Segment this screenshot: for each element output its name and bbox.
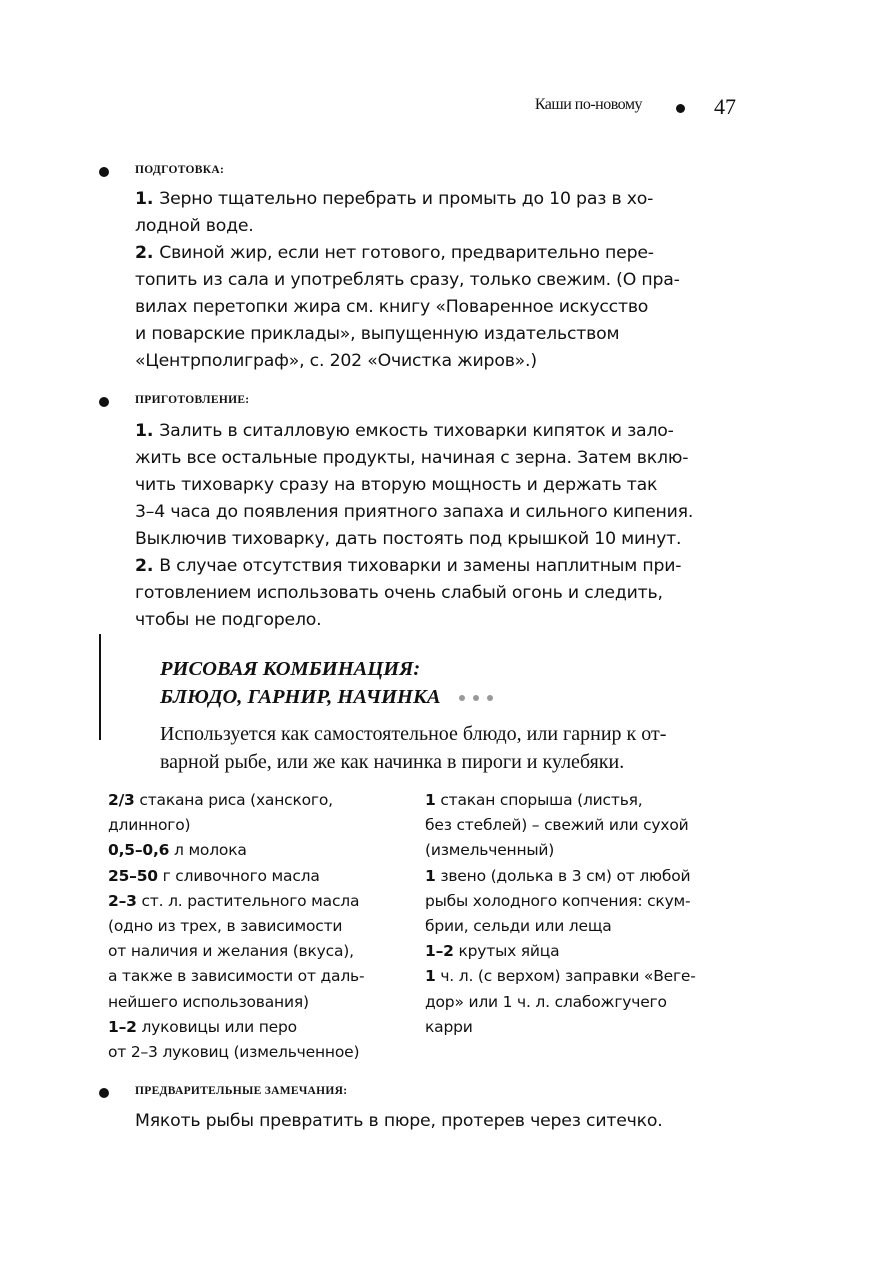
intro-line: варной рыбе, или же как начинка в пироги и кулебяки. xyxy=(160,751,625,773)
text-line xyxy=(108,990,364,1015)
intro-line: Используется как самостоятельное блюдо, или гарнир к от- xyxy=(160,723,667,745)
line-text: нейшего использования) xyxy=(108,992,309,1011)
text-line xyxy=(108,964,364,989)
line-text: брии, сельди или леща xyxy=(425,917,612,936)
notes-label: ПРЕДВАРИТЕЛЬНЫЕ ЗАМЕЧАНИЯ: xyxy=(135,1085,348,1097)
text-line xyxy=(108,1040,364,1065)
bullet-icon xyxy=(99,167,109,177)
text-line xyxy=(135,213,680,240)
text-line xyxy=(135,553,693,580)
line-text: без стеблей) – свежий или сухой xyxy=(425,816,689,835)
line-text: чтобы не подгорело. xyxy=(135,610,322,630)
line-text: от наличия и желания (вкуса), xyxy=(108,942,354,961)
text-line xyxy=(135,240,680,267)
header-bullet-icon xyxy=(676,104,685,113)
text-line xyxy=(425,964,696,989)
recipe-title-line: РИСОВАЯ КОМБИНАЦИЯ: xyxy=(160,658,421,680)
page-number: 47 xyxy=(714,94,736,119)
text-line xyxy=(425,813,696,838)
line-text: жить все остальные продукты, начиная с зерна. Затем вклю- xyxy=(135,448,689,468)
line-text: длинного) xyxy=(108,816,191,835)
preparation-label: ПОДГОТОВКА: xyxy=(135,164,225,176)
bullet-icon xyxy=(99,397,109,407)
line-text: Зерно тщательно перебрать и промыть до 10 раз в хо- xyxy=(159,189,654,209)
text-line xyxy=(108,813,364,838)
line-text: стакана риса (ханского, xyxy=(134,791,333,809)
line-text: ст. л. растительного масла xyxy=(136,891,360,910)
line-text: крутых яйца xyxy=(453,942,560,961)
text-line xyxy=(135,472,693,499)
text-line xyxy=(135,499,693,526)
number-prefix: 2–3 xyxy=(108,891,137,910)
text-line xyxy=(425,914,696,939)
running-title: Каши по-новому xyxy=(534,96,642,113)
text-line xyxy=(135,186,680,213)
bullet-icon xyxy=(99,1088,109,1098)
text-line xyxy=(108,939,364,964)
line-text: рыбы холодного копчения: скум- xyxy=(425,891,691,910)
number-prefix: 2/3 xyxy=(108,791,135,809)
number-prefix: 1 xyxy=(425,866,436,885)
text-line xyxy=(425,1015,696,1040)
number-prefix: 2. xyxy=(135,556,154,576)
cooking-label: ПРИГОТОВЛЕНИЕ: xyxy=(135,394,250,406)
text-line xyxy=(108,914,364,939)
number-prefix: 0,5–0,6 xyxy=(108,841,170,860)
line-text: (измельченный) xyxy=(425,841,555,860)
line-text: готовлением использовать очень слабый огонь и следить, xyxy=(135,583,663,603)
number-prefix: 1 xyxy=(425,791,436,809)
text-line xyxy=(108,1015,364,1040)
section-rule xyxy=(99,634,101,740)
text-line xyxy=(425,889,696,914)
text-line xyxy=(135,445,693,472)
line-text: от 2–3 луковиц (измельченное) xyxy=(108,1043,360,1062)
line-text: Выключив тиховарку, дать постоять под крышкой 10 минут. xyxy=(135,529,682,549)
number-prefix: 2. xyxy=(135,243,154,263)
recipe-intro xyxy=(160,720,666,776)
text-line xyxy=(425,864,696,889)
line-text: карри xyxy=(425,1017,473,1036)
text-line xyxy=(108,838,364,863)
line-text: дор» или 1 ч. л. слабожгучего xyxy=(425,992,667,1011)
number-prefix: 1–2 xyxy=(108,1017,137,1036)
number-prefix: 25–50 xyxy=(108,866,158,885)
line-text: чить тиховарку сразу на вторую мощность и держать так xyxy=(135,475,658,495)
line-text: вилах перетопки жира см. книгу «Поваренное искусство xyxy=(135,297,649,317)
text-line xyxy=(425,990,696,1015)
text-line xyxy=(135,580,693,607)
line-text: л молока xyxy=(169,841,247,860)
line-text: а также в зависимости от даль- xyxy=(108,967,365,986)
line-text: ч. л. (с верхом) заправки «Веге- xyxy=(435,967,696,986)
text-line xyxy=(108,864,364,889)
text-line xyxy=(135,267,680,294)
line-text: и поварские приклады», выпущенную издательством xyxy=(135,324,620,344)
preparation-steps xyxy=(135,186,680,375)
text-line xyxy=(135,321,680,348)
text-line xyxy=(135,348,680,375)
line-text: В случае отсутствия тиховарки и замены наплитным при- xyxy=(159,556,682,576)
line-text: (одно из трех, в зависимости xyxy=(108,917,343,936)
recipe-title-line: БЛЮДО, ГАРНИР, НАЧИНКА xyxy=(160,686,441,708)
text-line xyxy=(135,418,693,445)
line-text: Свиной жир, если нет готового, предварительно пере- xyxy=(159,243,654,263)
number-prefix: 1–2 xyxy=(425,942,454,961)
line-text: г сливочного масла xyxy=(157,866,320,885)
line-text: звено (долька в 3 см) от любой xyxy=(435,866,691,885)
text-line xyxy=(425,838,696,863)
recipe-title xyxy=(160,655,501,711)
dots-ornament-icon xyxy=(459,683,501,711)
line-text: луковицы или перо xyxy=(136,1017,297,1036)
line-text: Залить в ситалловую емкость тиховарки кипяток и зало- xyxy=(159,421,674,441)
text-line xyxy=(425,939,696,964)
ingredients-left-column xyxy=(108,788,364,1065)
line-text: «Центрполиграф», с. 202 «Очистка жиров».) xyxy=(135,351,537,371)
ingredients-right-column xyxy=(425,788,696,1040)
number-prefix: 1. xyxy=(135,421,154,441)
cooking-steps xyxy=(135,418,693,634)
line-text: 3–4 часа до появления приятного запаха и сильного кипения. xyxy=(135,502,694,522)
text-line xyxy=(425,788,696,813)
text-line xyxy=(135,526,693,553)
notes-text: Мякоть рыбы превратить в пюре, протерев через ситечко. xyxy=(135,1111,663,1131)
line-text: стакан спорыша (листья, xyxy=(435,791,643,809)
text-line xyxy=(135,294,680,321)
text-line xyxy=(135,607,693,634)
text-line xyxy=(108,889,364,914)
number-prefix: 1 xyxy=(425,967,436,986)
line-text: лодной воде. xyxy=(135,216,254,236)
number-prefix: 1. xyxy=(135,189,154,209)
text-line xyxy=(108,788,364,813)
line-text: топить из сала и употреблять сразу, только свежим. (О пра- xyxy=(135,270,680,290)
